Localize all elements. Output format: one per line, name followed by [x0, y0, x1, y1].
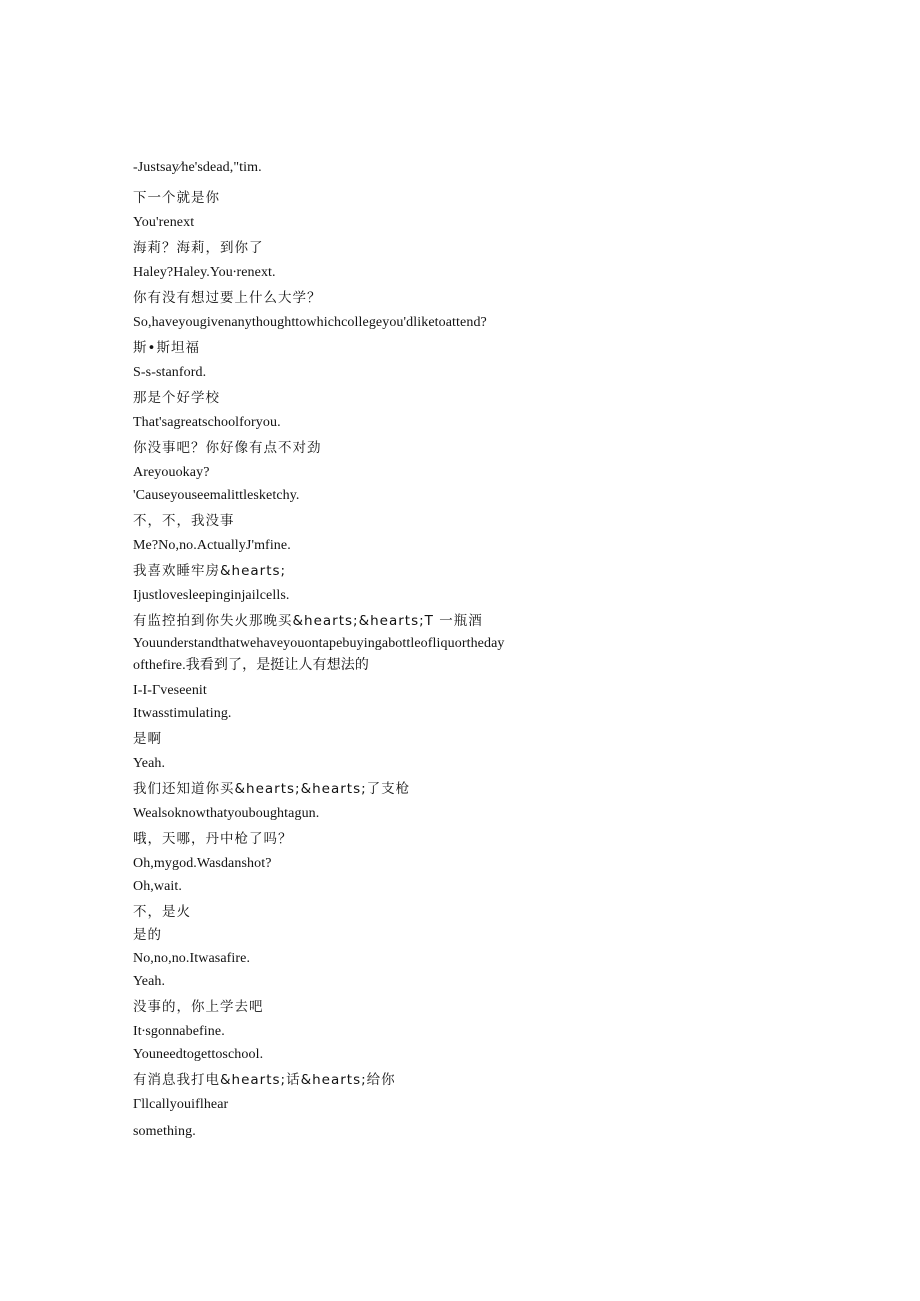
text-line: 斯•斯坦福 — [133, 340, 200, 356]
text-line: 海莉？海莉，到你了 — [133, 240, 264, 256]
text-line: 'Causeyouseemalittlesketchy. — [133, 488, 300, 503]
text-line: 你有没有想过要上什么大学？ — [133, 290, 322, 306]
text-line: That'sagreatschoolforyou. — [133, 415, 281, 430]
text-line: 有消息我打电&hearts;话&hearts;给你 — [133, 1072, 396, 1088]
text-line: 哦，天哪，丹中枪了吗？ — [133, 831, 293, 847]
text-line: Yeah. — [133, 756, 166, 771]
text-line: Wealsoknowthatyouboughtagun. — [133, 806, 320, 821]
text-line: Ijustlovesleepinginjailcells. — [133, 588, 290, 603]
text-line: something. — [133, 1124, 196, 1139]
text-line: You'renext — [133, 215, 195, 230]
text-line: 下一个就是你 — [133, 190, 220, 206]
text-line: Yeah. — [133, 974, 166, 989]
text-line: Itwasstimulating. — [133, 706, 232, 721]
text-line: No,no,no.Itwasafire. — [133, 951, 251, 966]
text-line: 没事的，你上学去吧 — [133, 999, 264, 1015]
text-line: Youunderstandthatwehaveyouontapebuyingabottleofliquortheday — [133, 636, 505, 651]
text-line: 是的 — [133, 927, 162, 943]
text-line: 那是个好学校 — [133, 390, 220, 406]
text-line: -Justsay∕he'sdead,"tim. — [133, 160, 262, 175]
text-line: Γllcallyouiflhear — [133, 1097, 229, 1112]
text-line: 我喜欢睡牢房&hearts; — [133, 563, 287, 579]
text-line: 有监控拍到你失火那晚买&hearts;&hearts;T 一瓶酒 — [133, 613, 483, 629]
text-line: Me?No,no.ActuallyJ'mfine. — [133, 538, 291, 553]
text-line: Haley?Haley.You∙renext. — [133, 265, 276, 280]
text-line: ofthefire.我看到了，是挺让人有想法的 — [133, 658, 369, 673]
text-line: Areyouokay? — [133, 465, 210, 480]
text-line: Youneedtogettoschool. — [133, 1047, 264, 1062]
text-line: It∙sgonnabefine. — [133, 1024, 225, 1039]
text-line: 你没事吧？你好像有点不对劲 — [133, 440, 322, 456]
text-line: 我们还知道你买&hearts;&hearts;了支枪 — [133, 781, 411, 797]
text-line: S-s-stanford. — [133, 365, 207, 380]
text-line: Oh,wait. — [133, 879, 183, 894]
text-line: I-I-Γveseenit — [133, 683, 207, 698]
text-line: 是啊 — [133, 731, 162, 747]
text-line: Oh,mygod.Wasdanshot? — [133, 856, 272, 871]
text-line: 不，是火 — [133, 904, 191, 920]
text-line: 不，不，我没事 — [133, 513, 235, 529]
text-line: So,haveyougivenanythoughttowhichcollegeyou'dliketoattend? — [133, 315, 487, 330]
